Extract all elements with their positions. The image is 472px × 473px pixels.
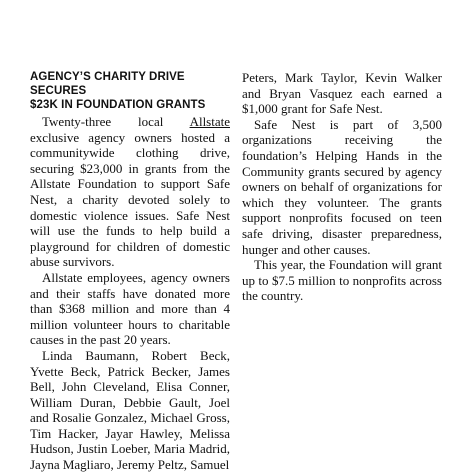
paragraph-intro-lead: Twenty-three local <box>42 114 190 129</box>
paragraph-intro-rest: exclusive agency owners hosted a communitywide clothing drive, securing $23,000 in grants from the Allstate Foundation to support Safe Nest, a charity devoted solely to domestic violence issues. Safe Nest will use the funds to help build a playground for children of domestic abuse survivors. <box>30 129 230 270</box>
article-column-left <box>30 70 230 473</box>
paragraph-donations: Allstate employees, agency owners and their staffs have donated more than $368 million and more than 4 million volunteer hours to charitable causes in the past 20 years. <box>30 269 230 348</box>
paragraph-names: Linda Baumann, Robert Beck, Yvette Beck, Patrick Becker, James Bell, John Cleveland, Elisa Conner, William Duran, Debbie Gault, Joel and Rosalie Gonzalez, Michael Gross, Tim Hacker, Jayar Hawley, Melissa Hudson, Justin Loeber, Maria Madrid, Jayna Magliaro, Jeremy Peltz, Samuel <box>30 347 230 473</box>
paragraph-helping-hands: Safe Nest is part of 3,500 organizations receiving the foundation’s Helping Hands in the Community grants secured by agency owners on behalf of organizations for which they volunteer. The grants support nonprofits focused on teen safe driving, disaster preparedness, hunger and other causes. <box>242 116 442 257</box>
article-column-right <box>242 70 442 473</box>
article-headline <box>30 70 230 112</box>
headline-line-1: AGENCY’S CHARITY DRIVE SECURES <box>30 71 185 97</box>
paragraph-this-year: This year, the Foundation will grant up to $7.5 million to nonprofits across the country. <box>242 257 442 304</box>
allstate-link[interactable]: Allstate <box>189 114 230 129</box>
paragraph-names-continued: Peters, Mark Taylor, Kevin Walker and Bryan Vasquez each earned a $1,000 grant for Safe Nest. <box>242 70 442 117</box>
paragraph-intro <box>30 114 230 270</box>
headline-line-2: $23K IN FOUNDATION GRANTS <box>30 99 206 111</box>
article <box>30 70 442 473</box>
